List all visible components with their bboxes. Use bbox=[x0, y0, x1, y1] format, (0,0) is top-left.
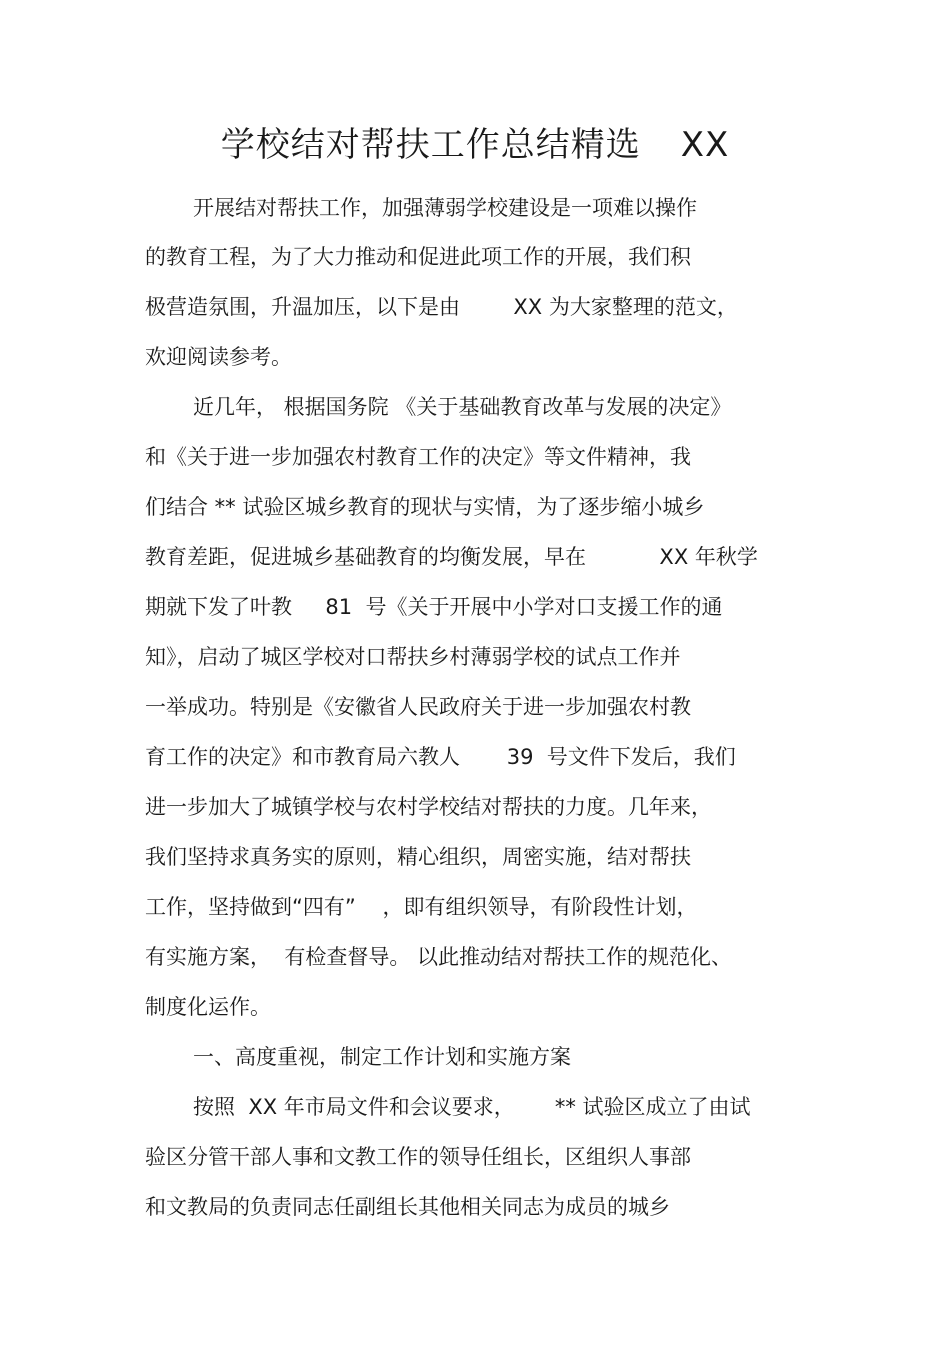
title-suffix: XX bbox=[680, 125, 730, 165]
paragraph-line: 们结合 ** 试验区城乡教育的现状与实情，为了逐步缩小城乡 bbox=[145, 495, 705, 519]
paragraph-line: 进一步加大了城镇学校与农村学校结对帮扶的力度。几年来， bbox=[145, 795, 712, 819]
paragraph-line: 教育差距，促进城乡基础教育的均衡发展，早在 XX 年秋学 bbox=[145, 545, 758, 569]
paragraph-line: 近几年， 根据国务院 《关于基础教育改革与发展的决定》 bbox=[193, 395, 732, 419]
paragraph-line: 期就下发了叶教 81 号《关于开展中小学对口支援工作的通 bbox=[145, 595, 723, 619]
title-main: 学校结对帮扶工作总结精选 bbox=[220, 125, 641, 165]
section-heading: 一、高度重视，制定工作计划和实施方案 bbox=[193, 1045, 571, 1069]
paragraph-line: 和《关于进一步加强农村教育工作的决定》等文件精神，我 bbox=[145, 445, 691, 469]
paragraph-line: 我们坚持求真务实的原则，精心组织，周密实施，结对帮扶 bbox=[145, 845, 691, 869]
paragraph-line: 和文教局的负责同志任副组长其他相关同志为成员的城乡 bbox=[145, 1195, 670, 1219]
paragraph-line: 欢迎阅读参考。 bbox=[145, 345, 292, 369]
paragraph-line: 按照 XX 年市局文件和会议要求， ** 试验区成立了由试 bbox=[193, 1095, 751, 1119]
paragraph-line: 开展结对帮扶工作，加强薄弱学校建设是一项难以操作 bbox=[193, 196, 697, 220]
paragraph-line: 知》，启动了城区学校对口帮扶乡村薄弱学校的试点工作并 bbox=[145, 645, 681, 669]
paragraph-line: 极营造氛围，升温加压，以下是由 XX 为大家整理的范文， bbox=[145, 295, 738, 319]
paragraph-line: 工作，坚持做到“四有” ，即有组织领导，有阶段性计划， bbox=[145, 895, 698, 919]
paragraph-line: 有实施方案， 有检查督导。 以此推动结对帮扶工作的规范化、 bbox=[145, 945, 733, 969]
paragraph-line: 一举成功。特别是《安徽省人民政府关于进一步加强农村教 bbox=[145, 695, 691, 719]
paragraph-line: 育工作的决定》和市教育局六教人 39 号文件下发后，我们 bbox=[145, 745, 736, 769]
paragraph-line: 的教育工程，为了大力推动和促进此项工作的开展，我们积 bbox=[145, 245, 691, 269]
document-title bbox=[0, 120, 950, 170]
paragraph-line: 制度化运作。 bbox=[145, 995, 271, 1019]
paragraph-line: 验区分管干部人事和文教工作的领导任组长，区组织人事部 bbox=[145, 1145, 691, 1169]
